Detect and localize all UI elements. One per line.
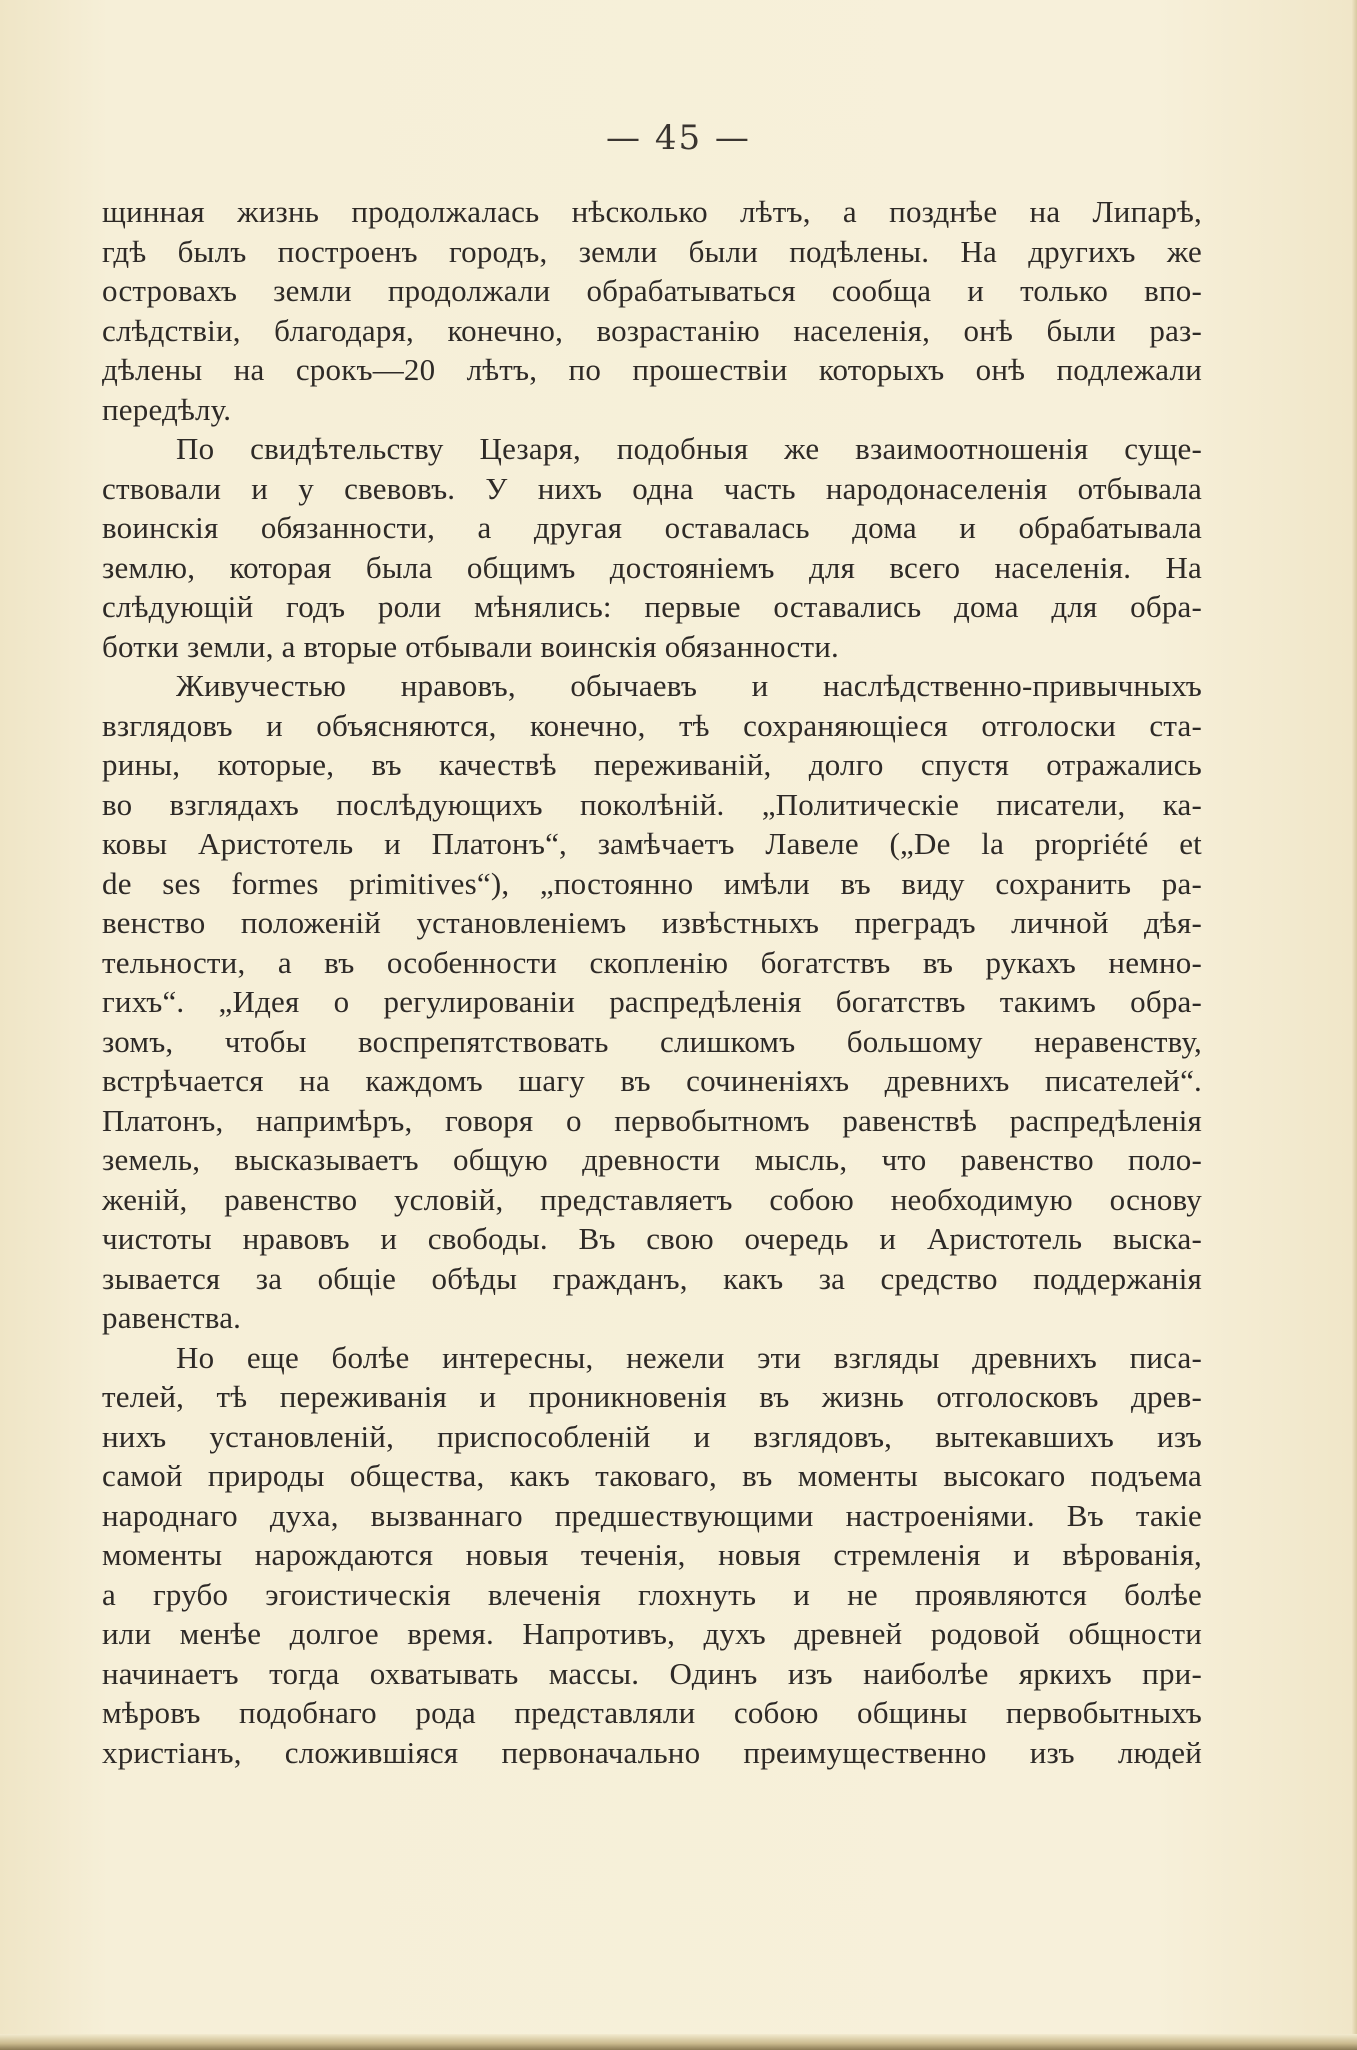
text-line: а грубо эгоистическія влеченія глохнуть и не проявляются болѣе (102, 1576, 1202, 1612)
text-line: встрѣчается на каждомъ шагу въ сочиненіяхъ древнихъ писателей“. (102, 1063, 1202, 1098)
text-line: островахъ земли продолжали обрабатываться сообща и только впо- (102, 273, 1202, 308)
text-line: во взглядахъ послѣдующихъ поколѣній. „Политическіе писатели, ка- (102, 786, 1202, 822)
text-line: моменты нарождаются новыя теченія, новыя стремленія и вѣрованія, (102, 1537, 1202, 1572)
text-line: По свидѣтельству Цезаря, подобныя же взаимоотношенія суще- (176, 431, 1202, 466)
page-number: — 45 — (606, 118, 751, 158)
text-line: народнаго духа, вызваннаго предшествующими настроеніями. Въ такіе (102, 1497, 1202, 1533)
text-line: землю, которая была общимъ достояніемъ для всего населенія. На (102, 549, 1202, 585)
text-line: Живучестью нравовъ, обычаевъ и наслѣдственно-привычныхъ (176, 668, 1202, 703)
text-line: или менѣе долгое время. Напротивъ, духъ древней родовой общности (102, 1616, 1202, 1651)
paragraph (102, 429, 1202, 666)
text-line: гдѣ былъ построенъ городъ, земли были подѣлены. На другихъ же (102, 233, 1202, 269)
text-line: телей, тѣ переживанія и проникновенія въ жизнь отголосковъ древ- (102, 1379, 1202, 1414)
paragraph (102, 1338, 1202, 1773)
text-line: начинаетъ тогда охватывать массы. Одинъ изъ наиболѣе яркихъ при- (102, 1655, 1202, 1691)
text-line: ствовали и у свевовъ. У нихъ одна часть народонаселенія отбывала (102, 470, 1202, 506)
text-line: венство положеній установленіемъ извѣстныхъ преградъ личной дѣя- (102, 905, 1202, 940)
text-line: слѣдующій годъ роли мѣнялись: первые оставались дома для обра- (102, 589, 1202, 624)
text-line: гихъ“. „Идея о регулированіи распредѣленія богатствъ такимъ обра- (102, 984, 1202, 1019)
paragraph (102, 192, 1202, 429)
page-edge-bottom (0, 2034, 1357, 2050)
text-line: чистоты нравовъ и свободы. Въ свою очередь и Аристотель выска- (102, 1221, 1202, 1256)
text-line: слѣдствіи, благодаря, конечно, возрастанію населенія, онѣ были раз- (102, 312, 1202, 348)
text-line: воинскія обязанности, а другая оставалась дома и обрабатывала (102, 510, 1202, 545)
text-line: ковы Аристотель и Платонъ“, замѣчаетъ Лавеле („De la propriété et (102, 826, 1202, 861)
paragraph (102, 666, 1202, 1338)
text-line: Но еще болѣе интересны, нежели эти взгляды древнихъ писа- (176, 1339, 1202, 1375)
text-line: земель, высказываетъ общую древности мысль, что равенство поло- (102, 1142, 1202, 1177)
text-line: христіанъ, сложившіяся первоначально преимущественно изъ людей (102, 1734, 1202, 1770)
text-line: мѣровъ подобнаго рода представляли собою общины первобытныхъ (102, 1695, 1202, 1730)
text-line: тельности, а въ особенности скопленію богатствъ въ рукахъ немно- (102, 944, 1202, 980)
text-line: ботки земли, а вторые отбывали воинскія обязанности. (102, 628, 839, 664)
text-line: равенства. (102, 1300, 242, 1335)
text-line: рины, которые, въ качествѣ переживаній, долго спустя отражались (102, 747, 1202, 782)
text-line: de ses formes primitives“), „постоянно имѣли въ виду сохранить ра- (102, 865, 1202, 901)
text-line: самой природы общества, какъ таковаго, въ моменты высокаго подъема (102, 1458, 1202, 1493)
text-line: взглядовъ и объясняются, конечно, тѣ сохраняющіеся отголоски ста- (102, 707, 1202, 743)
text-line: щинная жизнь продолжалась нѣсколько лѣтъ, а позднѣе на Липарѣ, (102, 194, 1202, 229)
text-line: зомъ, чтобы воспрепятствовать слишкомъ большому неравенству, (102, 1023, 1202, 1059)
text-line: нихъ установленій, приспособленій и взглядовъ, вытекавшихъ изъ (102, 1418, 1202, 1454)
body-text (102, 192, 1202, 1772)
text-line: зывается за общіе обѣды гражданъ, какъ за средство поддержанія (102, 1260, 1202, 1296)
text-line: женій, равенство условій, представляетъ собою необходимую основу (102, 1181, 1202, 1217)
text-line: передѣлу. (102, 391, 232, 427)
page-edge-right (1351, 0, 1357, 2050)
text-line: Платонъ, напримѣръ, говоря о первобытномъ равенствѣ распредѣленія (102, 1102, 1202, 1138)
text-line: дѣлены на срокъ—20 лѣтъ, по прошествіи которыхъ онѣ подлежали (102, 352, 1202, 387)
